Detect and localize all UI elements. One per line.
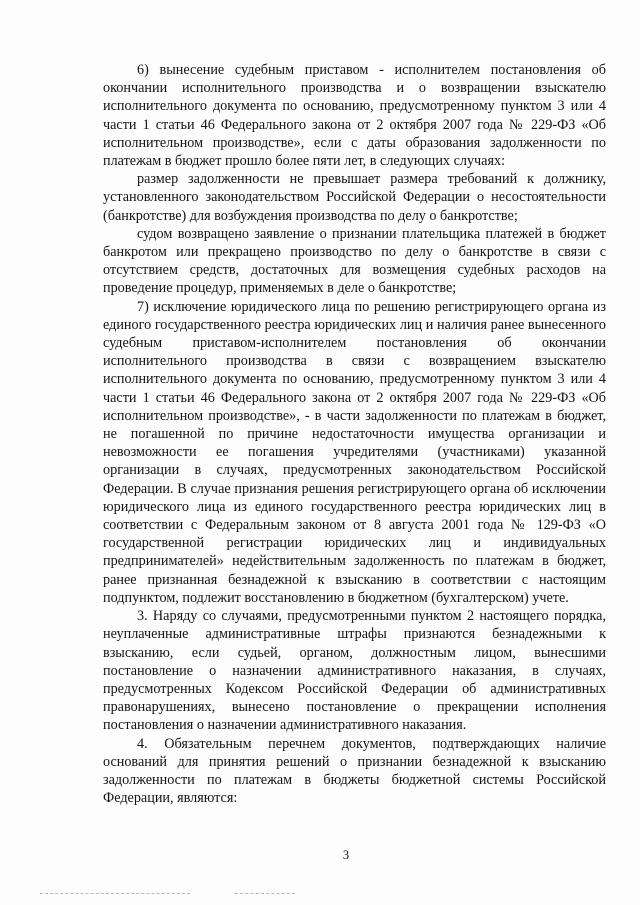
page-number: 3 [342, 848, 350, 862]
paragraph-case-debt-threshold: размер задолженности не превышает размера требований к должнику, установленного законодательством Российской Федерации о несостоятельности (банкротстве) для возбуждения производства по делу о банкротстве; [103, 171, 606, 224]
paragraph-subitem-7: 7) исключение юридического лица по решению регистрирующего органа из единого государственного реестра юридических лиц и наличия ранее вынесенного судебным приставом-исполнителем постановления об окончании исполнительного производства в связи с возвращением взыскателю исполнительного документа по основанию, предусмотренному пунктом 3 или 4 части 1 статьи 46 Федерального закона от 2 октября 2007 года № 229-ФЗ «Об исполнительном производстве», - в части задолженности по платежам в бюджет, не погашенной по причине недостаточности имущества организации и невозможности ее погашения учредителями (участниками) указанной организации в случаях, предусмотренных законодательством Российской Федерации. В случае признания решения регистрирующего органа об исключении юридического лица из единого государственного реестра юридических лиц в соответствии с Федеральным законом от 8 августа 2001 года № 129-ФЗ «О государственной регистрации юридических лиц и индивидуальных предпринимателей» недействительным задолженность по платежам в бюджет, ранее признанная безнадежной к взысканию в соответствии с настоящим подпунктом, подлежит восстановлению в бюджетном (бухгалтерском) учете. [103, 298, 606, 606]
paragraph-item-4: 4. Обязательным перечнем документов, подтверждающих наличие оснований для принятия решений о признании безнадежной к взысканию задолженности по платежам в бюджеты бюджетной системы Российской Федерации, являются: [103, 735, 606, 807]
paragraph-subitem-6: 6) вынесение судебным приставом - исполнителем постановления об окончании исполнительного производства и о возвращении взыскателю исполнительного документа по основанию, предусмотренному пунктом 3 или 4 части 1 статьи 46 Федерального закона от 2 октября 2007 года № 229-ФЗ «Об исполнительном производстве», если с даты образования задолженности по платежам в бюджет прошло более пяти лет, в следующих случаях: [103, 62, 606, 170]
scan-artifact-line [40, 893, 190, 894]
document-body [103, 61, 606, 807]
paragraph-case-bankruptcy-returned: судом возвращено заявление о признании плательщика платежей в бюджет банкротом или прекращено производство по делу о банкротстве в связи с отсутствием средств, достаточных для возмещения судебных расходов на проведение процедур, применяемых в деле о банкротстве; [103, 225, 606, 297]
paragraph-item-3: 3. Наряду со случаями, предусмотренными пунктом 2 настоящего порядка, неуплаченные административные штрафы признаются безнадежными к взысканию, если судьей, органом, должностным лицом, вынесшими постановление о назначении административного наказания, в случаях, предусмотренных Кодексом Российской Федерации об административных правонарушениях, вынесено постановление о прекращении исполнения постановления о назначении административного наказания. [103, 608, 606, 734]
scan-artifact-line [235, 893, 295, 894]
